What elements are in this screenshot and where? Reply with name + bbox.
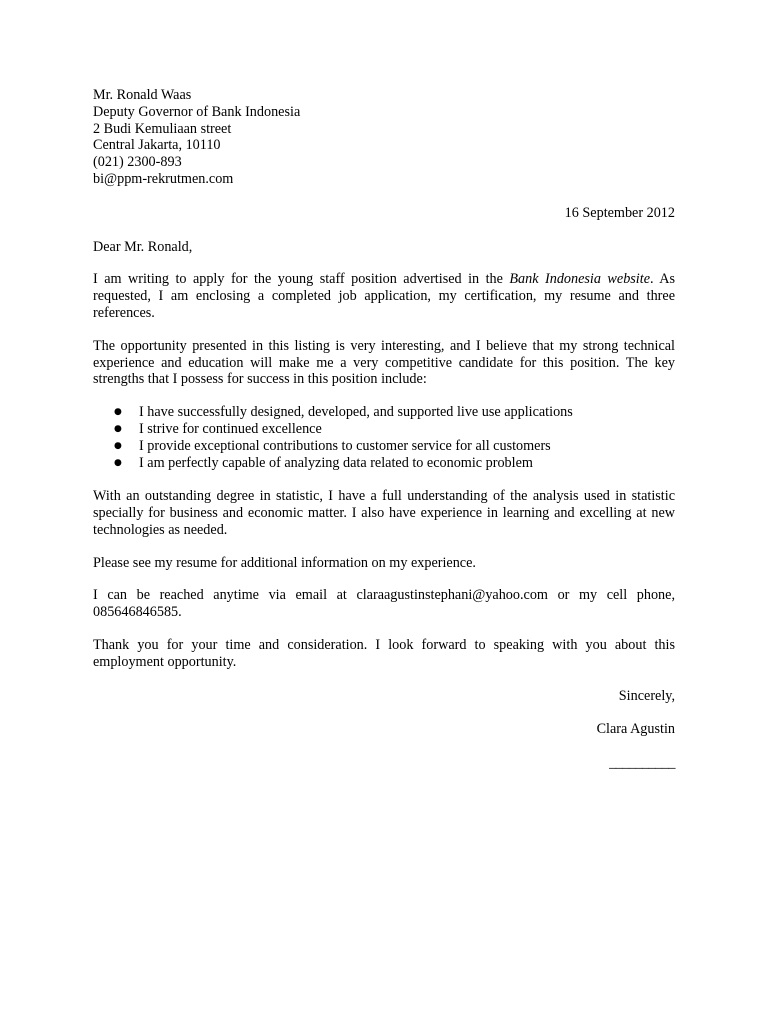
paragraph-degree: With an outstanding degree in statistic, I have a full understanding of the analysis used in statistic specially for business and economic matter. I also have experience in learning and excelling at new technologies as needed. [93,488,675,538]
closing: Sincerely, [618,687,675,704]
list-item-text: I provide exceptional contributions to customer service for all customers [139,438,551,455]
bullet-icon: ● [114,407,122,418]
recipient-phone: (021) 2300-893 [93,154,182,171]
list-item [93,438,675,455]
intro-text-after: . As requested, I am enclosing a completed job application, my certification, my resume and three references. [93,271,675,321]
letter-page [93,87,675,772]
recipient-city: Central Jakarta, 10110 [93,137,221,154]
signature-line: __________ [609,755,675,772]
list-item [93,421,675,438]
paragraph-intro [93,271,675,321]
bullet-icon: ● [114,458,122,469]
list-item-text: I am perfectly capable of analyzing data related to economic problem [139,455,533,472]
paragraph-opportunity: The opportunity presented in this listing is very interesting, and I believe that my strong technical experience and education will make me a very competitive candidate for this position. The key strengths that I possess for success in this position include: [93,337,675,388]
letter-date: 16 September 2012 [564,204,675,221]
strengths-list [93,404,675,472]
list-item [93,455,675,472]
paragraph-contact: I can be reached anytime via email at claraagustinstephani@yahoo.com or my cell phone, 085646846585. [93,587,675,621]
signer-name: Clara Agustin [596,721,675,738]
recipient-address [93,87,675,188]
intro-text-before: I am writing to apply for the young staff position advertised in the [93,271,510,288]
bullet-icon: ● [114,424,122,435]
list-item-text: I strive for continued excellence [139,421,322,438]
bullet-icon: ● [114,441,122,452]
list-item-text: I have successfully designed, developed, and supported live use applications [139,404,573,421]
list-item [93,404,675,421]
recipient-email: bi@ppm-rekrutmen.com [93,170,234,187]
paragraph-resume: Please see my resume for additional information on my experience. [93,554,476,571]
recipient-name: Mr. Ronald Waas [93,87,192,103]
salutation: Dear Mr. Ronald, [93,238,193,255]
recipient-street: 2 Budi Kemuliaan street [93,120,232,137]
paragraph-thanks: Thank you for your time and consideration. I look forward to speaking with you about this employment opportunity. [93,636,675,670]
recipient-title: Deputy Governor of Bank Indonesia [93,103,301,120]
intro-text-italic: Bank Indonesia website [509,271,650,288]
